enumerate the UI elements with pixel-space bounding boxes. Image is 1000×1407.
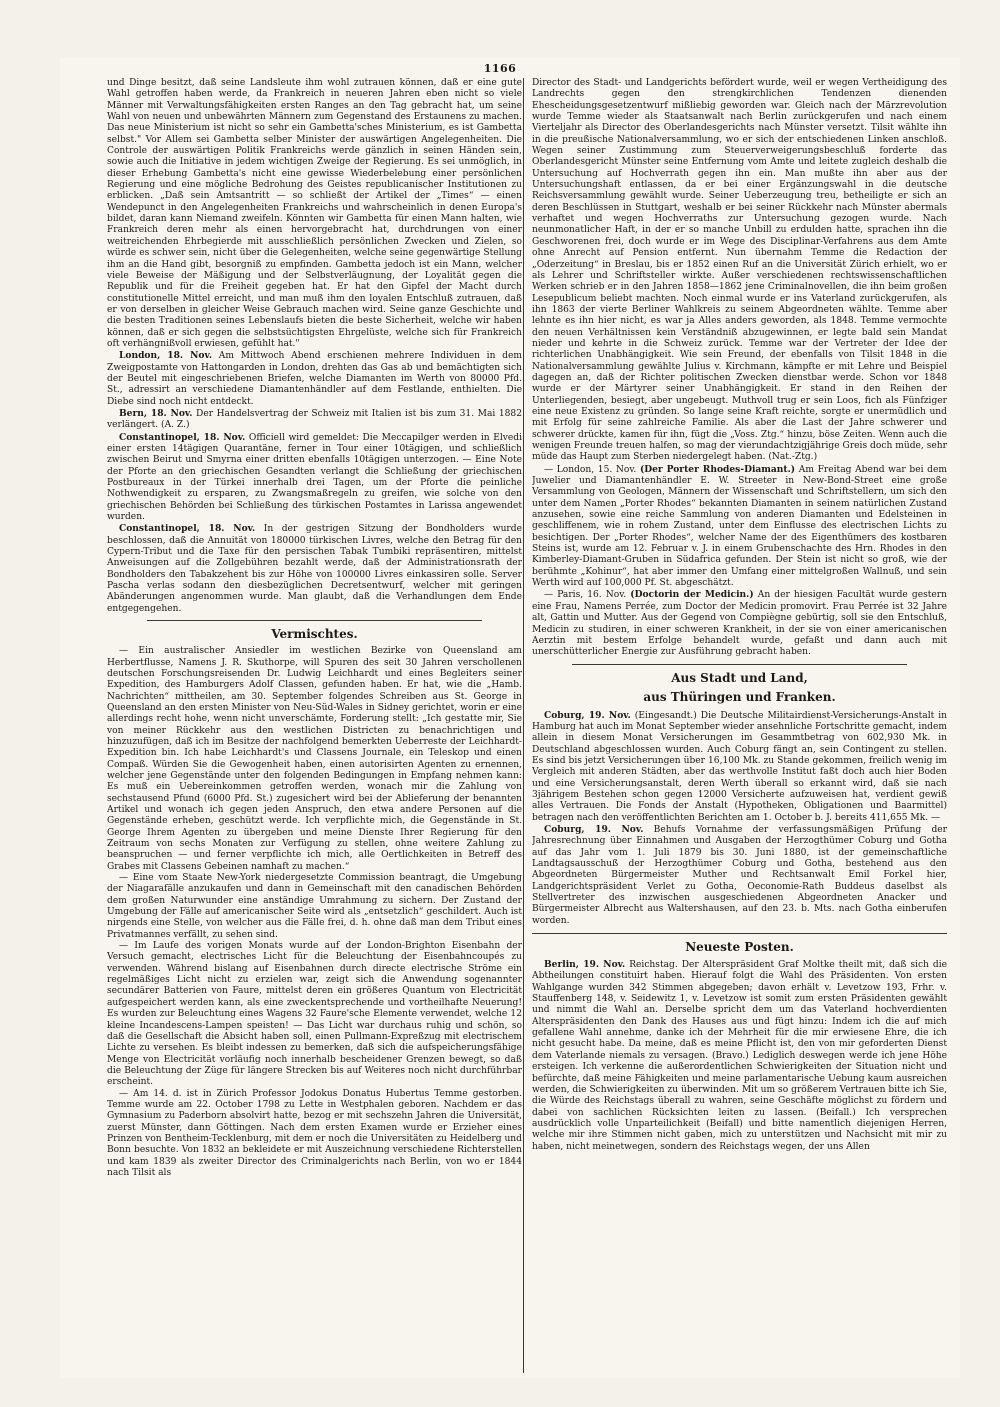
paris-text: An der hiesigen Facultät wurde gestern eine Frau, Namens Perrée, zum Doctor der Medicin promovirt. Frau Perrée ist 32 Jahre alt, Gattin und Mutter. Aus der Gegend von Compiègne gebürtig, soll sie den Entschluß, Medicin zu studiren, in einer schweren Krankheit, in der sie von einer americanischen Aerztin mit bestem Erfolge behandelt wurde, gefaßt und dann auch mit unerschütterlicher Energie zur Ausführung gebracht haben.	[532, 590, 947, 658]
coburg-dateline-1: Coburg, 19. Nov.	[544, 709, 631, 721]
berlin-news	[532, 959, 947, 1153]
coburg-text-1: (Eingesandt.) Die Deutsche Militairdienst-Versicherungs-Anstalt in Hamburg hat auch im Monat September wieder ansehnliche Fortschritte gemacht, indem allein in diesem Monat Versicherungen im Gesammtbetrag von 602,930 Mk. in Deutschland abgeschlossen wurden. Auch Coburg fängt an, sein Contingent zu stellen. Es sind bis jetzt Versicherungen über 16,100 Mk. zu Stande gekommen, freilich wenig im Vergleich mit anderen Städten, aber das werthvolle Institut faßt doch auch hier Boden und eine Versicherungsanstalt, deren Werth überall so erkannt wird, daß sie nach 3jährigem Bestehen schon gegen 12000 Versicherte aufzuweisen hat, verdient gewiß alles Vertrauen. Die Fonds der Anstalt (Hypotheken, Obligationen und Baarmittel) betragen nach den veröffentlichten Berichten am 1. October b. J. bereits 411,655 Mk. —	[532, 710, 947, 823]
coburg-text-2: Behufs Vornahme der verfassungsmäßigen Prüfung der Jahresrechnung über Einnahmen und Ausgaben der Herzogthümer Coburg und Gotha auf das Jahr vom 1. Juli 1879 bis 30. Juni 1880, ist der gemeinschaftliche Landtagsausschuß der Herzogthümer Coburg und Gotha, bestehend aus den Abgeordneten Bürgermeister Muther und Rechtsanwalt Emil Forkel hier, Landgerichtspräsident Verlet zu Gotha, Oeconomie-Rath Buddeus daselbst als Stellvertreter des inzwischen ausgeschiedenen Abgeordneten Anacker und Bürgermeister Albrecht aus Waltershausen, auf den 23. b. Mts. nach Gotha einberufen worden.	[532, 824, 947, 926]
london2-text: Am Freitag Abend war bei dem Juwelier und Diamantenhändler E. W. Streeter in New-Bond-Street eine große Versammlung von Geologen, Männern der Wissenschaft und Schriftstellern, um sich den unter dem Namen „Porter Rhodes“ bekannten Diamanten in seinem natürlichen Zustand anzusehen, sowie eine reiche Sammlung von anderen Diamanten und Edelsteinen in geschliffenem, wie in rohem Zustand, unter dem Einflusse des electrischen Lichts zu besichtigen. Der „Porter Rhodes“, welcher Name der des Eigenthümers des kostbaren Steins ist, wurde am 12. Februar v. J. in einem Grubenschachte des Hrn. Rhodes in den Kimberley-Diamant-Gruben in Südafrica gefunden. Der Stein ist nicht so groß, wie der berühmte „Kohinur“, hat aber immer den Umfang einer mittelgroßen Wallnuß, und sein Werth wird auf 100,000 Pf. St. abgeschätzt.	[532, 464, 947, 589]
page-number: 1166	[483, 62, 517, 75]
constantinople-dateline-2: Constantinopel, 18. Nov.	[119, 523, 256, 535]
constantinople-dateline-1: Constantinopel, 18. Nov.	[119, 431, 246, 443]
section-divider-3	[532, 933, 947, 934]
paris-title: (Doctorin der Medicin.)	[630, 589, 754, 601]
berlin-dateline: Berlin, 19. Nov.	[544, 959, 626, 971]
gambetta-article: und Dinge besitzt, daß seine Landsleute ihm wohl zutrauen können, daß er eine gute Wahl getroffen haben werde, da Frankreich in neueren Jahren eben nicht so viele Männer mit Verwaltungsfähigkeiten ersten Ranges an den Tag gebracht hat, um seine Wahl von neuen und unbewährten Männern zum Gegenstand des Erstaunens zu machen. Das neue Ministerium ist nicht so sehr ein Gambetta'sches Ministerium, es ist Gambetta selbst." Vor Allem sei Gambetta selber Minister der auswärtigen Angelegenheiten. Die Controle der auswärtigen Politik Frankreichs werde gänzlich in seinen Händen sein, sowie auch die Initiative in jedem wichtigen Zweige der Regierung. Es sei unmöglich, in dieser Erhebung Gambetta's nicht eine gewisse Wiederbelebung einer persönlichen Regierung und eine mögliche Bedrohung des Geistes republicanischer Institutionen zu erblicken. „Daß sein Amtsantritt — so schließt der Artikel der „Times“ — einen Wendepunct in den Angelegenheiten Frankreichs und wahrscheinlich in denen Europa's bildet, daran kann Niemand zweifeln. Könnten wir Gambetta für einen Mann halten, wie Frankreich deren mehr als einen hervorgebracht hat, durchdrungen von einer weitreichenden Ehrbegierde mit ausschließlich persönlichen Zwecken und Zielen, so würde es schwer sein, nicht über die Gelegenheiten, welche seine gegenwärtige Stellung ihm an die Hand gibt, besorgniß zu empfinden. Gambetta jedoch ist ein Mann, welcher viele Beweise der Mäßigung und der Selbstverläugnung, der Loyalität gegen die Republik und für die Freiheit gegeben hat. Er hat den Gipfel der Macht durch constitutionelle Mittel erreicht, und man muß ihm den loyalen Entschluß zutrauen, daß er von derselben in gleicher Weise Gebrauch machen wird. Seine ganze Geschichte und die besten Traditionen seines Lebenslaufs bieten die beste Sicherheit, welche wir haben können, daß er sich gegen die selbstsüchtigsten Ehrgelüste, welche sich für Frankreich oft verhängnißvoll erwiesen, gefühlt hat."	[107, 78, 522, 349]
paris-news	[532, 589, 947, 658]
london2-dateline: — London, 15. Nov.	[544, 464, 637, 475]
constantinople-news-2	[107, 523, 522, 615]
heading-stadt-und-land: Aus Stadt und Land,	[671, 670, 808, 685]
coburg-dateline-2: Coburg, 19. Nov.	[544, 823, 644, 835]
constantinople-news-1	[107, 432, 522, 524]
section-divider	[147, 620, 482, 621]
london2-title: (Der Porter Rhodes-Diamant.)	[639, 463, 796, 475]
london-diamond-news	[532, 464, 947, 590]
london-news	[107, 350, 522, 408]
misc-temme-obituary: — Am 14. d. ist in Zürich Professor Jodokus Donatus Hubertus Temme gestorben. Temme wurde am 22. October 1798 zu Lette in Westphalen geboren. Nachdem er das Gymnasium zu Paderborn absolvirt hatte, bezog er mit sechszehn Jahren die Universität, zuerst Münster, dann Göttingen. Nach dem ersten Examen wurde er Erzieher eines Prinzen von Bentheim-Tecklenburg, mit dem er noch die Universitäten zu Heidelberg und Bonn besuchte. Von 1832 an bekleidete er mit Auszeichnung verschiedene Richterstellen und kam 1839 als zweiter Director des Criminalgerichts nach Berlin, von wo er 1844 nach Tilsit als	[107, 1088, 522, 1178]
london-dateline: London, 18. Nov.	[119, 350, 213, 362]
constantinople-text-1: Officiell wird gemeldet: Die Meccapilger werden in Elvedi einer ersten 14tägigen Quarantäne, ferner in Tour einer 10tägigen, und schließlich zwischen Beirut und Smyrna einer dritten ebenfalls 10tägigen unterzogen. — Eine Note der Pforte an den griechischen Gesandten verlangt die Schließung der griechischen Postbureaux in der Türkei innerhalb drei Tagen, um der Pforte die peinliche Nothwendigkeit zu ersparen, zu Zwangsmaßregeln zu greifen, wie solche von den griechischen Behörden bei Schließung des türkischen Postamtes in Larissa angewendet wurden.	[107, 432, 522, 523]
section-title-vermischtes: Vermischtes.	[271, 627, 358, 642]
left-column	[107, 78, 522, 1373]
heading-thueringen-franken: aus Thüringen und Franken.	[643, 689, 836, 704]
constantinople-text-2: In der gestrigen Sitzung der Bondholders wurde beschlossen, daß die Annuität von 180000 türkischen Livres, welche den Betrag für den Cypern-Tribut und die Taxe für den persischen Tabak Tumbiki repräsentiren, mittelst Anweisungen auf die Zollgebühren bezahlt werde, daß der Administrationsrath der Bondholders den Tabakzehent bis zur Höhe von 100000 Livres einkassiren solle. Server Pascha verlas sodann den diesbezüglichen Decretsentwurf, welcher mit geringen Abänderungen angenommen wurde. Man glaubt, daß die Verhandlungen dem Ende entgegengehen.	[107, 524, 522, 614]
right-column	[532, 78, 947, 1373]
coburg-news-1	[532, 710, 947, 824]
bern-dateline: Bern, 18. Nov.	[119, 407, 193, 419]
misc-leichhardt: — Ein australischer Ansiedler im westlichen Bezirke von Queensland am Herbertflusse, Namens J. R. Skuthorpe, will Spuren des seit 30 Jahren verschollenen deutschen Forschungsreisenden Dr. Ludwig Leichhardt und eines Begleiters seiner Expedition, des Hamburgers Adolf Classen, gefunden haben. Er hat, wie die „Hamb. Nachrichten“ mittheilen, am 30. September folgendes Schreiben aus St. George in Queensland an den ersten Minister von Neu-Süd-Wales in Sidney gerichtet, worin er eine allerdings recht hohe, wenn nicht unverschämte, Forderung stellt: „Ich gestatte mir, Sie von meiner Rückkehr aus den westlichen Districten zu benachrichtigen und hinzuzufügen, daß ich im Besitze der nachfolgend bemerkten Ueberreste der Leichhardt-Expedition bin. Ich habe Leichhardt's und Classens Journale, ein Teleskop und einen Compaß. Würden Sie die Gewogenheit haben, einen autorisirten Agenten zu ernennen, welcher jene Gegenstände unter den folgenden Bedingungen in Empfang nehmen kann: Es muß ein Uebereinkommen getroffen werden, wonach mir die Zahlung von sechstausend Pfund (6000 Pfd. St.) zugesichert wird bei der Ablieferung der benannten Artikel und wonach ich gegen jeden Anspruch, den etwa andere Personen auf die Gegenstände erheben, geschützt werde. Ich verpflichte mich, die Gegenstände in St. George Ihrem Agenten zu übergeben und meine Dienste Ihrer Regierung für den Zeitraum von sechs Monaten zur Verfügung zu stellen, ohne weitere Zahlung zu beanspruchen — und ferner verpflichte ich mich, alle Oertlichkeiten in Betreff des Grabes mit Classens Gebeinen namhaft zu machen.“	[107, 646, 522, 872]
misc-niagara: — Eine vom Staate New-York niedergesetzte Commission beantragt, die Umgebung der Niagarafälle anzukaufen und dann in Gemeinschaft mit den canadischen Behörden dem großen Naturwunder eine anständige Umrahmung zu sichern. Der Zustand der Umgebung der Fälle auf americanischer Seite wird als „entsetzlich“ geschildert. Auch ist nirgends eine Stelle, von welcher aus die Fälle frei, d. h. ohne daß man dem Tribut eines Privatmannes verfällt, zu sehen sind.	[107, 873, 522, 940]
column-divider	[523, 78, 524, 1373]
berlin-text: Reichstag. Der Alterspräsident Graf Moltke theilt mit, daß sich die Abtheilungen constituirt haben. Hierauf folgt die Wahl des Präsidenten. Von ersten Wahlgange wurden 342 Stimmen abgegeben; davon erhält v. Levetzow 193, Frhr. v. Stauffenberg 148, v. Seidewitz 1, v. Levetzow ist somit zum ersten Präsidenten gewählt und nimmt die Wahl an. Derselbe spricht dem um das Vaterland hochverdienten Alterspräsidenten den Dank des Hauses aus und fügt hinzu: Indem ich die auf mich gefallene Wahl annehme, danke ich der Mehrheit für die mir erwiesene Ehre, die ich nicht gesucht habe. Da meine, daß es meine Pflicht ist, den von mir geforderten Dienst dem Vaterlande niemals zu versagen. (Bravo.) Lediglich deswegen werde ich jene Höhe ersteigen. Ich verkenne die außerordentlichen Schwierigkeiten der Situation nicht und befürchte, daß meine Fähigkeiten und meine parlamentarische Uebung kaum ausreichen werden, die Schwierigkeiten zu überwinden. Mit um so größerem Vertrauen bitte ich Sie, die Würde des Reichstags überall zu wahren, seine Geschäfte möglichst zu fördern und dabei von sachlichen Rücksichten leiten zu lassen. (Beifall.) Ich versprechen ausdrücklich volle Unparteilichkeit (Beifall) und bitte namentlich diejenigen Herren, welche mir ihre Stimmen nicht gaben, mich zu unterstützen und Nachsicht mit mir zu haben, nicht meinetwegen, sondern des Reichstags wegen, der uns Allen	[532, 960, 947, 1152]
misc-electric-light: — Im Laufe des vorigen Monats wurde auf der London-Brighton Eisenbahn der Versuch gemacht, electrisches Licht für die Beleuchtung der Eisenbahncoupés zu verwenden. Während bislang auf Eisenbahnen durch directe electrische Ströme ein regelmäßiges Licht nicht zu erzielen war, zeigt sich die Anwendung sogenannter secundärer Batterien von Faure, mittelst deren ein größeres Quantum von Electricität aufgespeichert werden kann, als eine zweckentsprechende und vortheilhafte Neuerung! Es wurden zur Beleuchtung eines Wagens 32 Faure'sche Elemente verwendet, welche 12 kleine Incandescens-Lampen speisten! — Das Licht war durchaus ruhig und schön, so daß die Gesellschaft die Absicht haben soll, einen Pullmann-Expreßzug mit electrischem Lichte zu versehen. Es bleibt indessen zu bemerken, daß sich die aufspeicherungsfähige Menge von Electricität vorläufig noch innerhalb bescheidener Grenzen bewegt, so daß die Beleuchtung der Züge für längere Strecken bis auf Weiteres noch nicht durchführbar erscheint.	[107, 941, 522, 1088]
london-text: Am Mittwoch Abend erschienen mehrere Individuen in dem Zweigpostamte von Hattongarden in London, drehten das Gas ab und bemächtigten sich der Beutel mit eingeschriebenen Briefen, welche Diamanten im Werth von 80000 Pfd. St., adressirt an verschiedene Diamantenhändler auf dem Festlande, enthielten. Die Diebe sind noch nicht entdeckt.	[107, 351, 522, 407]
paris-dateline: — Paris, 16. Nov.	[544, 590, 627, 601]
bern-news	[107, 408, 522, 432]
section-divider-2	[572, 664, 907, 665]
coburg-news-2	[532, 824, 947, 927]
bern-text: Der Handelsvertrag der Schweiz mit Italien ist bis zum 31. Mai 1882 verlängert. (A. Z.)	[107, 408, 522, 431]
temme-continuation: Director des Stadt- und Landgerichts befördert wurde, weil er wegen Vertheidigung des Landrechts gegen den strengkirchlichen Tendenzen dienenden Ehescheidungsgesetzentwurf mißliebig geworden war. Gleich nach der Märzrevolution wurde Temme wieder als Staatsanwalt nach Berlin zurückgerufen und nach einem Vierteljahr als Director des Oberlandesgerichts nach Münster versetzt. Tilsit wählte ihn in die preußische Nationalversammlung, wo er sich der entschiedenen Linken anschloß. Wegen seiner Zustimmung zum Steuerverweigerungsbeschluß forderte das Oberlandesgericht Münster seine Entfernung vom Amte und leitete zugleich deshalb die Untersuchung auf Hochverrath gegen ihn ein. Man mußte ihn aber aus der Untersuchungshaft entlassen, da er bei einer Ergänzungswahl in die deutsche Reichsversammlung gewählt wurde. Seiner Ueberzeugung treu, betheiligte er sich an deren Beschlüssen in Stuttgart, weshalb er bei seiner Rückkehr nach Münster abermals verhaftet und wegen Hochverraths zur Untersuchung gezogen wurde. Nach neunmonatlicher Haft, in der er so manche Unbill zu erdulden hatte, sprachen ihn die Geschworenen frei, doch wurde er im Wege des Disciplinar-Verfahrens aus dem Amte ohne Anrecht auf Pension entfernt. Nun übernahm Temme die Redaction der „Oderzeitung“ in Breslau, bis er 1852 einen Ruf an die Universität Zürich erhielt, wo er als Lehrer und Schriftsteller wirkte. Außer verschiedenen rechtswissenschaftlichen Werken schrieb er in den Jahren 1858—1862 jene Criminalnovellen, die ihn beim großen Lesepublicum beliebt machten. Noch einmal wurde er ins Vaterland zurückgerufen, als ihn 1863 der vierte Berliner Wahlkreis zu seinem Abgeordneten wählte. Temme aber lehnte es ihn hier nicht, es war ja Alles anders geworden, als 1848. Temme vermochte den neuen Verhältnissen kein Verständniß abzugewinnen, er legte bald sein Mandat nieder und kehrte in die Schweiz zurück. Temme war der Vertreter der Idee der richterlichen Unabhängigkeit. Wie sein Freund, der ebenfalls von Tilsit 1848 in die Nationalversammlung gewählte Julius v. Kirchmann, kämpfte er mit Lehre und Beispiel dagegen an, daß der Richter politischen Zwecken dienstbar werde. Schon vor 1848 wurde er der Märtyrer seiner Unabhängigkeit. Er stand in den Reihen der Unterliegenden, besiegt, aber ungebeugt. Muthvoll trug er sein Loos, fich als Fünfziger eine neue Existenz zu gründen. So lange seine Kraft reichte, sorgte er unermüdlich und mit Erfolg für seine zahlreiche Familie. Als aber die Last der Jahre schwerer und schwerer drückte, kamen für ihn, fügt die „Voss. Ztg.“ hinzu, böse Zeiten. Wenn auch die wenigen Freunde treuen halfen, so mag der vierundachtzigjährige Greis doch müde, sehr müde das Haupt zum Sterben niedergelegt haben. (Nat.-Ztg.)	[532, 78, 947, 463]
heading-neueste-posten: Neueste Posten.	[685, 940, 794, 955]
